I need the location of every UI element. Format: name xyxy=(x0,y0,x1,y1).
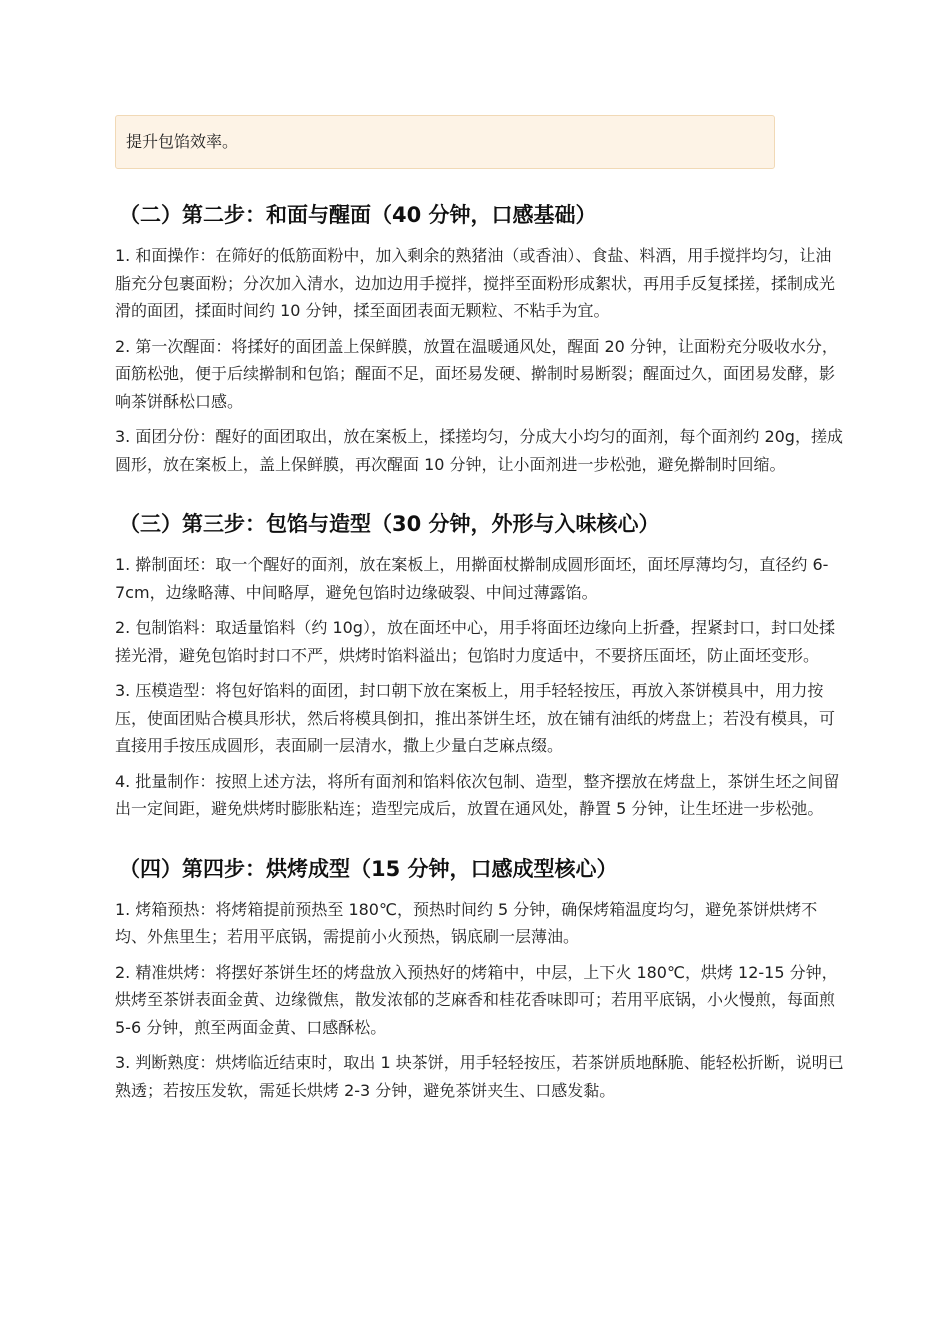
section-step-three xyxy=(115,508,845,823)
section-title: （二）第二步：和面与醒面（40 分钟，口感基础） xyxy=(119,203,597,227)
document-page xyxy=(115,115,845,1104)
section-step-four xyxy=(115,853,845,1105)
paragraph: 1. 烤箱预热：将烤箱提前预热至 180℃，预热时间约 5 分钟，确保烤箱温度均匀，避免茶饼烘烤不均、外焦里生；若用平底锅，需提前小火预热，锅底刷一层薄油。 xyxy=(115,899,818,946)
paragraph: 4. 批量制作：按照上述方法，将所有面剂和馅料依次包制、造型，整齐摆放在烤盘上，茶饼生坯之间留出一定间距，避免烘烤时膨胀粘连；造型完成后，放置在通风处，静置 5 分钟，让生坯进一步松弛。 xyxy=(115,771,840,818)
section-step-two xyxy=(115,199,845,478)
paragraph: 1. 擀制面坯：取一个醒好的面剂，放在案板上，用擀面杖擀制成圆形面坯，面坯厚薄均匀，直径约 6-7cm，边缘略薄、中间略厚，避免包馅时边缘破裂、中间过薄露馅。 xyxy=(115,555,829,602)
section-title: （三）第三步：包馅与造型（30 分钟，外形与入味核心） xyxy=(119,512,660,536)
paragraph: 3. 压模造型：将包好馅料的面团，封口朝下放在案板上，用手轻轻按压，再放入茶饼模具中，用力按压，使面团贴合模具形状，然后将模具倒扣，推出茶饼生坯，放在铺有油纸的烤盘上；若没有模具，可直接用手按压成圆形，表面刷一层清水，撒上少量白芝麻点缀。 xyxy=(115,681,836,755)
paragraph: 1. 和面操作：在筛好的低筋面粉中，加入剩余的熟猪油（或香油）、食盐、料酒，用手搅拌均匀，让油脂充分包裹面粉；分次加入清水，边加边用手搅拌，搅拌至面粉形成絮状，再用手反复揉搓，揉制成光滑的面团，揉面时间约 10 分钟，揉至面团表面无颗粒、不粘手为宜。 xyxy=(115,246,836,320)
paragraph: 3. 判断熟度：烘烤临近结束时，取出 1 块茶饼，用手轻轻按压，若茶饼质地酥脆、能轻松折断，说明已熟透；若按压发软，需延长烘烤 2-3 分钟，避免茶饼夹生、口感发黏。 xyxy=(115,1053,844,1100)
paragraph: 2. 包制馅料：取适量馅料（约 10g），放在面坯中心，用手将面坯边缘向上折叠，捏紧封口，封口处揉搓光滑，避免包馅时封口不严，烘烤时馅料溢出；包馅时力度适中，不要挤压面坯，防止面坯变形。 xyxy=(115,618,835,665)
paragraph: 2. 精准烘烤：将摆好茶饼生坯的烤盘放入预热好的烤箱中，中层，上下火 180℃，烘烤 12-15 分钟，烘烤至茶饼表面金黄、边缘微焦，散发浓郁的芝麻香和桂花香味即可；若用平底锅，小火慢煎，每面煎 5-6 分钟，煎至两面金黄、口感酥松。 xyxy=(115,962,838,1037)
paragraph: 3. 面团分份：醒好的面团取出，放在案板上，揉搓均匀，分成大小均匀的面剂，每个面剂约 20g，搓成圆形，放在案板上，盖上保鲜膜，再次醒面 10 分钟，让小面剂进一步松弛，避免擀制时回缩。 xyxy=(115,427,843,474)
tip-box xyxy=(115,115,775,169)
section-title: （四）第四步：烘烤成型（15 分钟，口感成型核心） xyxy=(119,856,618,881)
paragraph: 2. 第一次醒面：将揉好的面团盖上保鲜膜，放置在温暖通风处，醒面 20 分钟，让面粉充分吸收水分，面筋松弛，便于后续擀制和包馅；醒面不足，面坯易发硬、擀制时易断裂；醒面过久，面团易发酵，影响茶饼酥松口感。 xyxy=(115,336,838,411)
tip-text: 提升包馅效率。 xyxy=(126,132,239,151)
